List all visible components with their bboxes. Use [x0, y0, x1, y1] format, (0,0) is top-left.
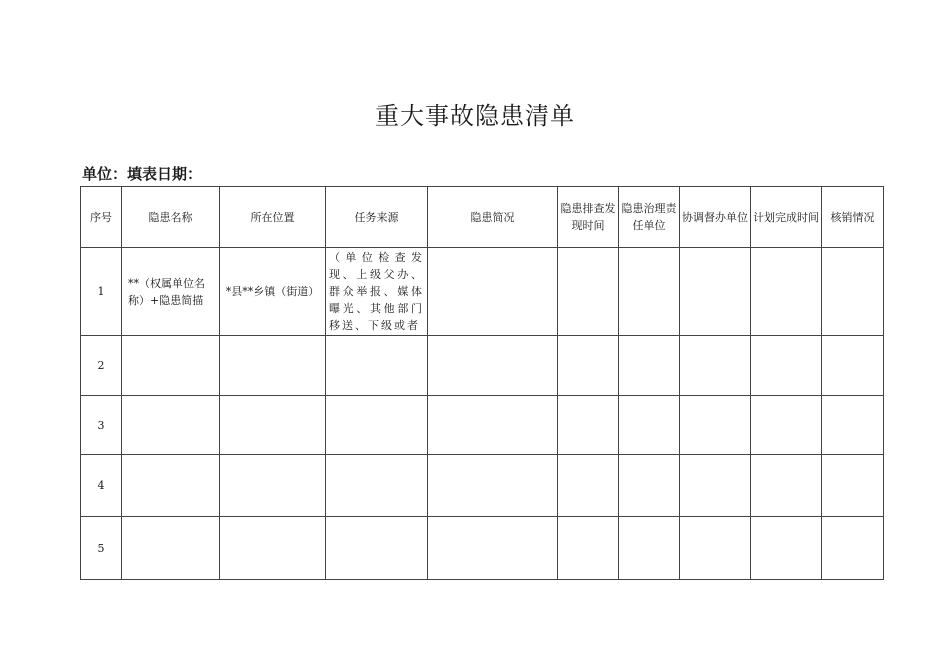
row-number: 1 — [81, 248, 122, 336]
header-cell: 序号 — [81, 187, 122, 248]
discovery-time-cell — [558, 517, 619, 580]
discovery-time-cell — [558, 396, 619, 455]
hazard-name-cell — [122, 336, 220, 396]
location-cell — [220, 336, 326, 396]
location-cell — [220, 455, 326, 517]
completion-time-cell — [751, 455, 822, 517]
closure-status-cell — [822, 336, 884, 396]
hazard-summary-cell — [428, 396, 558, 455]
header-cell: 所在位置 — [220, 187, 326, 248]
location-cell: *县**乡镇（街道） — [220, 248, 326, 336]
hazard-name-cell — [122, 455, 220, 517]
discovery-time-cell — [558, 248, 619, 336]
header-cell: 任务来源 — [326, 187, 428, 248]
unit-date-line: 单位：填表日期： — [82, 165, 203, 183]
table-row — [81, 336, 884, 396]
responsible-unit-cell — [619, 248, 680, 336]
supervising-unit-cell — [680, 248, 751, 336]
header-cell: 隐患排查发现时间 — [558, 187, 619, 248]
hazard-summary-cell — [428, 336, 558, 396]
hazard-name-cell — [122, 517, 220, 580]
hazard-summary-cell — [428, 455, 558, 517]
task-source-cell — [326, 517, 428, 580]
row-number: 5 — [81, 517, 122, 580]
header-cell: 协调督办单位 — [680, 187, 751, 248]
supervising-unit-cell — [680, 336, 751, 396]
header-cell: 计划完成时间 — [751, 187, 822, 248]
document-title: 重大事故隐患清单 — [375, 102, 575, 130]
header-cell: 隐患简况 — [428, 187, 558, 248]
hazard-name-cell — [122, 396, 220, 455]
task-source-cell: （单位检查发现、上级父办、群众举报、媒体曝光、其他部门移送、下级或者 — [326, 248, 428, 336]
row-number: 4 — [81, 455, 122, 517]
header-cell: 隐患治理责任单位 — [619, 187, 680, 248]
closure-status-cell — [822, 455, 884, 517]
discovery-time-cell — [558, 455, 619, 517]
discovery-time-cell — [558, 336, 619, 396]
closure-status-cell — [822, 517, 884, 580]
location-cell — [220, 396, 326, 455]
hazard-name-cell: **（权属单位名称）+隐患简描 — [122, 248, 220, 336]
supervising-unit-cell — [680, 517, 751, 580]
responsible-unit-cell — [619, 336, 680, 396]
supervising-unit-cell — [680, 396, 751, 455]
header-cell: 隐患名称 — [122, 187, 220, 248]
hazard-summary-cell — [428, 248, 558, 336]
closure-status-cell — [822, 248, 884, 336]
completion-time-cell — [751, 396, 822, 455]
supervising-unit-cell — [680, 455, 751, 517]
responsible-unit-cell — [619, 517, 680, 580]
table-header-row — [81, 187, 884, 248]
closure-status-cell — [822, 396, 884, 455]
hazard-table — [80, 186, 884, 580]
table-row — [81, 455, 884, 517]
hazard-summary-cell — [428, 517, 558, 580]
task-source-cell — [326, 396, 428, 455]
responsible-unit-cell — [619, 455, 680, 517]
location-cell — [220, 517, 326, 580]
header-cell: 核销情况 — [822, 187, 884, 248]
task-source-cell — [326, 336, 428, 396]
row-number: 2 — [81, 336, 122, 396]
table-row — [81, 248, 884, 336]
task-source-cell — [326, 455, 428, 517]
row-number: 3 — [81, 396, 122, 455]
completion-time-cell — [751, 336, 822, 396]
completion-time-cell — [751, 517, 822, 580]
table-row — [81, 396, 884, 455]
responsible-unit-cell — [619, 396, 680, 455]
completion-time-cell — [751, 248, 822, 336]
table-row — [81, 517, 884, 580]
